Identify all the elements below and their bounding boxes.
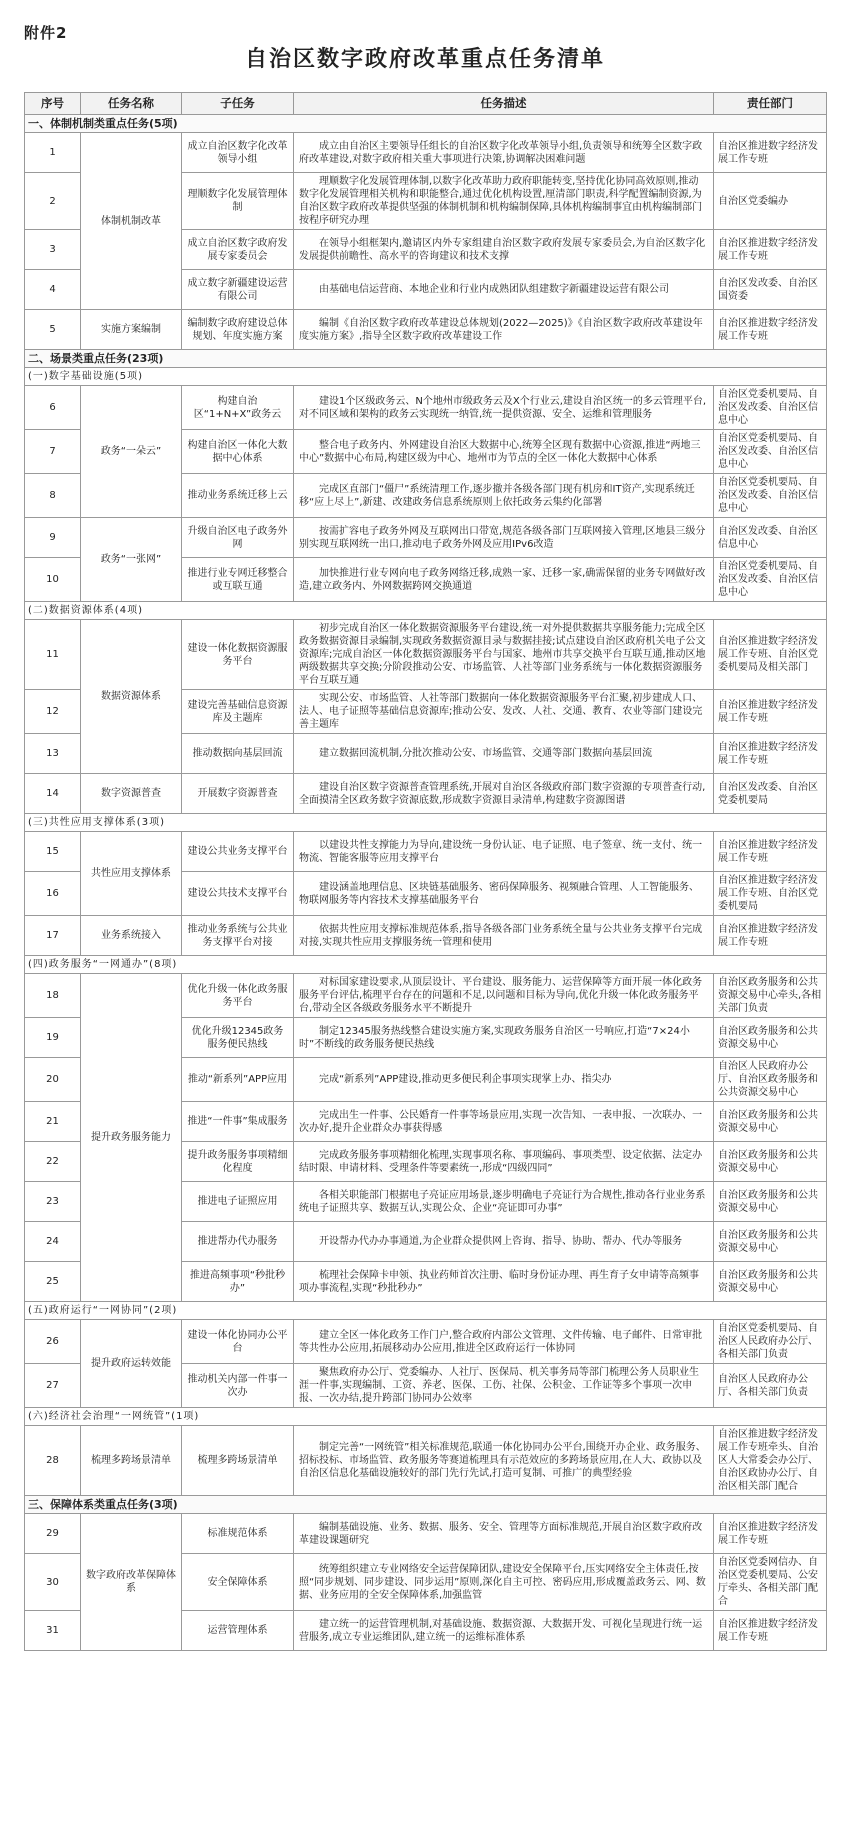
row-number: 30 — [25, 1554, 81, 1611]
responsible-department: 自治区政务服务和公共资源交易中心 — [714, 1142, 827, 1182]
row-number: 9 — [25, 518, 81, 558]
row-number: 6 — [25, 386, 81, 430]
responsible-department: 自治区党委机要局、自治区发改委、自治区信息中心 — [714, 386, 827, 430]
task-description: 按需扩容电子政务外网及互联网出口带宽,规范各级各部门互联网接入管理,区地县三级分别实现互联网统一出口,推动电子政务外网及应用IPv6改造 — [294, 518, 714, 558]
subtask-name: 推动数据向基层回流 — [182, 734, 294, 774]
attachment-label: 附件2 — [24, 24, 68, 42]
responsible-department: 自治区发改委、自治区党委机要局 — [714, 774, 827, 814]
responsible-department: 自治区推进数字经济发展工作专班 — [714, 734, 827, 774]
task-description: 对标国家建设要求,从顶层设计、平台建设、服务能力、运营保障等方面开展一体化政务服务平台评估,梳理平台存在的问题和不足,以问题和目标为导向,优化升级一体化政务服务平台,带动全区各级政务服务水平不断提升 — [294, 974, 714, 1018]
row-number: 26 — [25, 1320, 81, 1364]
category-row — [25, 1496, 827, 1514]
responsible-department: 自治区政务服务和公共资源交易中心 — [714, 1102, 827, 1142]
row-number: 22 — [25, 1142, 81, 1182]
category-label: 一、体制机制类重点任务(5项) — [25, 115, 827, 133]
task-description: 聚焦政府办公厅、党委编办、人社厅、医保局、机关事务局等部门梳理公务人员职业生涯一件事,实现编制、工资、养老、医保、工伤、社保、公积金、工作证等多个事项一次申报、一次办结,提升跨部门协同办公效率 — [294, 1364, 714, 1408]
col-header-task-name: 任务名称 — [81, 93, 182, 115]
table-body — [25, 115, 827, 1651]
responsible-department: 自治区推进数字经济发展工作专班 — [714, 690, 827, 734]
subtask-name: 标准规范体系 — [182, 1514, 294, 1554]
subtask-name: 成立自治区数字化改革领导小组 — [182, 133, 294, 173]
subtask-name: 推动“新系列”APP应用 — [182, 1058, 294, 1102]
row-number: 20 — [25, 1058, 81, 1102]
subtask-name: 理顺数字化发展管理体制 — [182, 173, 294, 230]
task-description: 开设帮办代办办事通道,为企业群众提供网上咨询、指导、协助、帮办、代办等服务 — [294, 1222, 714, 1262]
subtask-name: 推进高频事项“秒批秒办” — [182, 1262, 294, 1302]
task-description: 在领导小组框架内,邀请区内外专家组建自治区数字政府发展专家委员会,为自治区数字化发展提供前瞻性、高水平的咨询建议和技术支撑 — [294, 230, 714, 270]
subtask-name: 开展数字资源普查 — [182, 774, 294, 814]
subtask-name: 建设公共技术支撑平台 — [182, 872, 294, 916]
task-description: 统筹组织建立专业网络安全运营保障团队,建设安全保障平台,压实网络安全主体责任,按照“同步规划、同步建设、同步运用”原则,深化自主可控、密码应用,形成覆盖政务云、网、数据、业务应用的全安全保障体系,加强监管 — [294, 1554, 714, 1611]
task-name: 数据资源体系 — [81, 620, 182, 774]
row-number: 28 — [25, 1426, 81, 1496]
subcategory-row — [25, 602, 827, 620]
subtask-name: 成立数字新疆建设运营有限公司 — [182, 270, 294, 310]
responsible-department: 自治区推进数字经济发展工作专班 — [714, 916, 827, 956]
responsible-department: 自治区推进数字经济发展工作专班、自治区党委机要局 — [714, 872, 827, 916]
task-description: 建设涵盖地理信息、区块链基础服务、密码保障服务、视频融合管理、人工智能服务、物联网服务等内容技术支撑基础服务平台 — [294, 872, 714, 916]
col-header-subtask: 子任务 — [182, 93, 294, 115]
responsible-department: 自治区推进数字经济发展工作专班 — [714, 310, 827, 350]
task-description: 编制基础设施、业务、数据、服务、安全、管理等方面标准规范,开展自治区数字政府改革建设课题研究 — [294, 1514, 714, 1554]
table-row — [25, 1426, 827, 1496]
category-row — [25, 350, 827, 368]
responsible-department: 自治区发改委、自治区国资委 — [714, 270, 827, 310]
task-name: 政务“一朵云” — [81, 386, 182, 518]
responsible-department: 自治区政务服务和公共资源交易中心 — [714, 1222, 827, 1262]
table-row — [25, 832, 827, 872]
row-number: 23 — [25, 1182, 81, 1222]
subcategory-label: (五)政府运行“一网协同”(2项) — [25, 1302, 827, 1320]
col-header-department: 责任部门 — [714, 93, 827, 115]
task-name: 数字政府改革保障体系 — [81, 1514, 182, 1651]
row-number: 27 — [25, 1364, 81, 1408]
subtask-name: 优化升级12345政务服务便民热线 — [182, 1018, 294, 1058]
document-title: 自治区数字政府改革重点任务清单 — [244, 47, 605, 72]
responsible-department: 自治区推进数字经济发展工作专班 — [714, 1514, 827, 1554]
task-description: 制定12345服务热线整合建设实施方案,实现政务服务自治区一号响应,打造“7×24小时”不断线的政务服务便民热线 — [294, 1018, 714, 1058]
task-name: 体制机制改革 — [81, 133, 182, 310]
task-name: 提升政务服务能力 — [81, 974, 182, 1302]
row-number: 14 — [25, 774, 81, 814]
task-description: 加快推进行业专网向电子政务网络迁移,成熟一家、迁移一家,确需保留的业务专网做好改造,建立政务内、外网数据跨网交换通道 — [294, 558, 714, 602]
col-header-no: 序号 — [25, 93, 81, 115]
task-description: 建设自治区数字资源普查管理系统,开展对自治区各级政府部门数字资源的专项普查行动,全面摸清全区政务数字资源底数,形成数字资源目录清单,构建数字资源图谱 — [294, 774, 714, 814]
responsible-department: 自治区推进数字经济发展工作专班 — [714, 832, 827, 872]
responsible-department: 自治区政务服务和公共资源交易中心 — [714, 1262, 827, 1302]
task-description: 初步完成自治区一体化数据资源服务平台建设,统一对外提供数据共享服务能力;完成全区政务数据资源目录编制,实现政务数据资源目录与数据挂接;试点建设自治区政府机关电子公文资源库;完成自治区一体化数据资源服务平台与国家、地州市共享交换平台互联互通,推动区地两级数据共享交换;分阶段推动公安、市场监管、人社等部门业务系统与一体化数据资源服务平台互联互通 — [294, 620, 714, 690]
task-name: 业务系统接入 — [81, 916, 182, 956]
subcategory-label: (二)数据资源体系(4项) — [25, 602, 827, 620]
row-number: 10 — [25, 558, 81, 602]
task-description: 完成区直部门“僵尸”系统清理工作,逐步撤并各级各部门现有机房和IT资产,实现系统迁移“应上尽上”,新建、改建政务信息系统原则上依托政务云集约化部署 — [294, 474, 714, 518]
task-description: 整合电子政务内、外网建设自治区大数据中心,统筹全区现有数据中心资源,推进“两地三中心”数据中心布局,构建区级为中心、地州市为节点的全区一体化大数据中心体系 — [294, 430, 714, 474]
subtask-name: 建设公共业务支撑平台 — [182, 832, 294, 872]
task-description: 制定完善“一网统管”相关标准规范,联通一体化协同办公平台,围绕开办企业、政务服务、招标投标、市场监管、政务服务等赛道梳理具有示范效应的多跨场景应用,在人大、政协以及自治区信息化基础设施较好的部门先行先试,打造可复制、可推广的典型经验 — [294, 1426, 714, 1496]
subcategory-row — [25, 368, 827, 386]
responsible-department: 自治区推进数字经济发展工作专班 — [714, 133, 827, 173]
category-row — [25, 115, 827, 133]
task-description: 梳理社会保障卡申领、执业药师首次注册、临时身份证办理、再生育子女申请等高频事项办事流程,实现“秒批秒办” — [294, 1262, 714, 1302]
subtask-name: 成立自治区数字政府发展专家委员会 — [182, 230, 294, 270]
subcategory-label: (一)数字基础设施(5项) — [25, 368, 827, 386]
task-description: 完成政务服务事项精细化梳理,实现事项名称、事项编码、事项类型、设定依据、法定办结时限、申请材料、受理条件等要素统一,形成“四级四同” — [294, 1142, 714, 1182]
responsible-department: 自治区推进数字经济发展工作专班、自治区党委机要局及相关部门 — [714, 620, 827, 690]
subtask-name: 升级自治区电子政务外网 — [182, 518, 294, 558]
subcategory-row — [25, 1408, 827, 1426]
row-number: 17 — [25, 916, 81, 956]
task-description: 建设1个区级政务云、N个地州市级政务云及X个行业云,建设自治区统一的多云管理平台,对不同区域和架构的政务云实现统一纳管,统一提供资源、安全、运维和管理服务 — [294, 386, 714, 430]
task-description: 建立数据回流机制,分批次推动公安、市场监管、交通等部门数据向基层回流 — [294, 734, 714, 774]
subtask-name: 建设一体化协同办公平台 — [182, 1320, 294, 1364]
row-number: 21 — [25, 1102, 81, 1142]
task-description: 由基础电信运营商、本地企业和行业内成熟团队组建数字新疆建设运营有限公司 — [294, 270, 714, 310]
row-number: 3 — [25, 230, 81, 270]
task-description: 编制《自治区数字政府改革建设总体规划(2022—2025)》《自治区数字政府改革建设年度实施方案》,指导全区数字政府改革建设工作 — [294, 310, 714, 350]
task-description: 完成“新系列”APP建设,推动更多便民利企事项实现掌上办、指尖办 — [294, 1058, 714, 1102]
task-table — [24, 92, 827, 1651]
task-description: 依据共性应用支撑标准规范体系,指导各级各部门业务系统全量与公共业务支撑平台完成对接,实现共性应用支撑服务统一管理和使用 — [294, 916, 714, 956]
row-number: 1 — [25, 133, 81, 173]
responsible-department: 自治区人民政府办公厅、自治区政务服务和公共资源交易中心 — [714, 1058, 827, 1102]
responsible-department: 自治区发改委、自治区信息中心 — [714, 518, 827, 558]
responsible-department: 自治区推进数字经济发展工作专班 — [714, 1611, 827, 1651]
row-number: 25 — [25, 1262, 81, 1302]
task-description: 建立全区一体化政务工作门户,整合政府内部公文管理、文件传输、电子邮件、日常审批等共性办公应用,拓展移动办公应用,推进全区政府运行一体协同 — [294, 1320, 714, 1364]
subtask-name: 建设完善基础信息资源库及主题库 — [182, 690, 294, 734]
responsible-department: 自治区政务服务和公共资源交易中心 — [714, 1018, 827, 1058]
subcategory-row — [25, 1302, 827, 1320]
subtask-name: 推进帮办代办服务 — [182, 1222, 294, 1262]
table-row — [25, 974, 827, 1018]
row-number: 11 — [25, 620, 81, 690]
task-description: 建立统一的运营管理机制,对基础设施、数据资源、大数据开发、可视化呈现进行统一运营服务,成立专业运维团队,建立统一的运维标准体系 — [294, 1611, 714, 1651]
row-number: 16 — [25, 872, 81, 916]
responsible-department: 自治区政务服务和公共资源交易中心 — [714, 1182, 827, 1222]
table-row — [25, 133, 827, 173]
table-row — [25, 1514, 827, 1554]
task-description: 成立由自治区主要领导任组长的自治区数字化改革领导小组,负责领导和统筹全区数字政府改革建设,对数字政府相关重大事项进行决策,协调解决困难问题 — [294, 133, 714, 173]
table-row — [25, 774, 827, 814]
task-name: 提升政府运转效能 — [81, 1320, 182, 1408]
row-number: 19 — [25, 1018, 81, 1058]
table-row — [25, 518, 827, 558]
responsible-department: 自治区党委机要局、自治区发改委、自治区信息中心 — [714, 474, 827, 518]
responsible-department: 自治区推进数字经济发展工作专班 — [714, 230, 827, 270]
row-number: 2 — [25, 173, 81, 230]
subcategory-label: (三)共性应用支撑体系(3项) — [25, 814, 827, 832]
responsible-department: 自治区党委机要局、自治区发改委、自治区信息中心 — [714, 558, 827, 602]
subtask-name: 推动机关内部一件事一次办 — [182, 1364, 294, 1408]
col-header-description: 任务描述 — [294, 93, 714, 115]
subtask-name: 推进行业专网迁移整合或互联互通 — [182, 558, 294, 602]
subtask-name: 构建自治区“1+N+X”政务云 — [182, 386, 294, 430]
row-number: 31 — [25, 1611, 81, 1651]
subcategory-label: (六)经济社会治理“一网统管”(1项) — [25, 1408, 827, 1426]
subcategory-row — [25, 814, 827, 832]
subtask-name: 推动业务系统迁移上云 — [182, 474, 294, 518]
table-row — [25, 620, 827, 690]
table-row — [25, 916, 827, 956]
subtask-name: 推进“一件事”集成服务 — [182, 1102, 294, 1142]
responsible-department: 自治区党委网信办、自治区党委机要局、公安厅牵头、各相关部门配合 — [714, 1554, 827, 1611]
category-label: 三、保障体系类重点任务(3项) — [25, 1496, 827, 1514]
row-number: 4 — [25, 270, 81, 310]
table-row — [25, 386, 827, 430]
subcategory-label: (四)政务服务“一网通办”(8项) — [25, 956, 827, 974]
task-description: 以建设共性支撑能力为导向,建设统一身份认证、电子证照、电子签章、统一支付、统一物流、智能客服等应用支撑平台 — [294, 832, 714, 872]
responsible-department: 自治区政务服务和公共资源交易中心牵头,各相关部门负责 — [714, 974, 827, 1018]
subtask-name: 梳理多跨场景清单 — [182, 1426, 294, 1496]
row-number: 13 — [25, 734, 81, 774]
responsible-department: 自治区推进数字经济发展工作专班牵头、自治区人大常委会办公厅、自治区政协办公厅、自治区相关部门配合 — [714, 1426, 827, 1496]
row-number: 8 — [25, 474, 81, 518]
task-name: 数字资源普查 — [81, 774, 182, 814]
task-name: 实施方案编制 — [81, 310, 182, 350]
subtask-name: 优化升级一体化政务服务平台 — [182, 974, 294, 1018]
row-number: 15 — [25, 832, 81, 872]
subtask-name: 推进电子证照应用 — [182, 1182, 294, 1222]
subtask-name: 建设一体化数据资源服务平台 — [182, 620, 294, 690]
row-number: 18 — [25, 974, 81, 1018]
row-number: 5 — [25, 310, 81, 350]
task-name: 政务“一张网” — [81, 518, 182, 602]
row-number: 7 — [25, 430, 81, 474]
table-row — [25, 310, 827, 350]
row-number: 12 — [25, 690, 81, 734]
responsible-department: 自治区党委机要局、自治区发改委、自治区信息中心 — [714, 430, 827, 474]
subtask-name: 提升政务服务事项精细化程度 — [182, 1142, 294, 1182]
subcategory-row — [25, 956, 827, 974]
task-description: 各相关职能部门根据电子亮证应用场景,逐步明确电子亮证行为合规性,推动各行业业务系统电子证照共享、数据互认,实现公众、企业“亮证即可办事” — [294, 1182, 714, 1222]
row-number: 24 — [25, 1222, 81, 1262]
task-name: 梳理多跨场景清单 — [81, 1426, 182, 1496]
task-description: 完成出生一件事、公民婚育一件事等场景应用,实现一次告知、一表申报、一次联办、一次办好,提升企业群众办事获得感 — [294, 1102, 714, 1142]
task-description: 实现公安、市场监管、人社等部门数据向一体化数据资源服务平台汇聚,初步建成人口、法人、电子证照等基础信息资源库;推动公安、发改、人社、交通、教育、农业等部门建设完善主题库 — [294, 690, 714, 734]
subtask-name: 构建自治区一体化大数据中心体系 — [182, 430, 294, 474]
subtask-name: 编制数字政府建设总体规划、年度实施方案 — [182, 310, 294, 350]
responsible-department: 自治区党委机要局、自治区人民政府办公厅、各相关部门负责 — [714, 1320, 827, 1364]
subtask-name: 推动业务系统与公共业务支撑平台对接 — [182, 916, 294, 956]
table-row — [25, 1320, 827, 1364]
responsible-department: 自治区党委编办 — [714, 173, 827, 230]
responsible-department: 自治区人民政府办公厅、各相关部门负责 — [714, 1364, 827, 1408]
table-header-row — [25, 93, 827, 115]
task-name: 共性应用支撑体系 — [81, 832, 182, 916]
subtask-name: 运营管理体系 — [182, 1611, 294, 1651]
row-number: 29 — [25, 1514, 81, 1554]
category-label: 二、场景类重点任务(23项) — [25, 350, 827, 368]
subtask-name: 安全保障体系 — [182, 1554, 294, 1611]
task-description: 理顺数字化发展管理体制,以数字化改革助力政府职能转变,坚持优化协同高效原则,推动数字化发展管理相关机构和职能整合,通过优化机构设置,厘清部门职责,科学配置编制资源,为自治区数字政府改革提供坚强的体制机制和机构编制保障,具体机构编制事宜由机构编制部门按程序研究办理 — [294, 173, 714, 230]
